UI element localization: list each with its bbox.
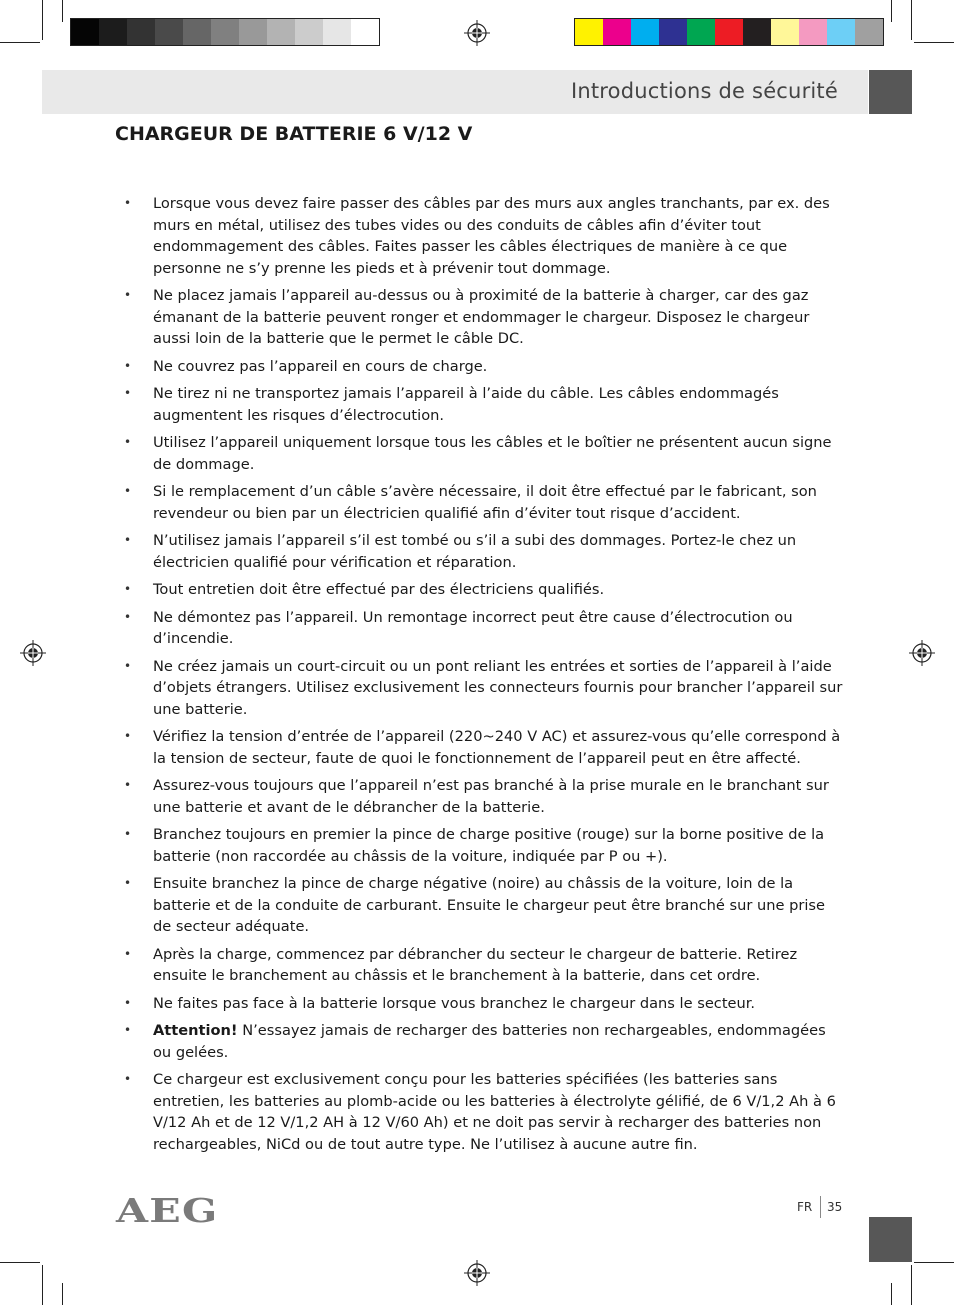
- list-item-text: Ne placez jamais l’appareil au-dessus ou à proximité de la batterie à charger, car des gaz émanant de la batterie peuvent ronger et endommager le chargeur. Disposez le chargeur aussi loin de la batterie que le permet le câble DC.: [153, 287, 810, 347]
- list-item: [118, 530, 846, 573]
- list-item-text: Ne créez jamais un court-circuit ou un pont reliant les entrées et sorties de l’appareil à l’aide d’objets étrangers. Utilisez exclusivement les connecteurs fournis pour brancher l’appareil sur une batterie.: [153, 657, 843, 718]
- list-item-text: Ne couvrez pas l’appareil en cours de charge.: [153, 357, 488, 375]
- side-tab-top: [869, 70, 912, 114]
- language-code: FR: [797, 1200, 813, 1214]
- bullet-icon: •: [124, 946, 132, 961]
- color-swatch: [855, 19, 883, 45]
- list-item: [118, 993, 846, 1015]
- list-item: [118, 356, 846, 378]
- bullet-icon: •: [124, 435, 132, 449]
- aeg-logo: AEG: [116, 1191, 219, 1230]
- bullet-icon: •: [124, 484, 132, 498]
- bullet-icon: •: [124, 582, 132, 596]
- color-swatch: [659, 19, 687, 45]
- color-swatch: [71, 19, 99, 45]
- color-swatch: [183, 19, 211, 45]
- list-item: [118, 944, 846, 987]
- bullet-icon: •: [124, 729, 132, 743]
- color-swatch: [295, 19, 323, 45]
- side-tab-bottom: [869, 1217, 912, 1262]
- color-swatch: [323, 19, 351, 45]
- list-item-text: Ne faites pas face à la batterie lorsque vous branchez le chargeur dans le secteur.: [153, 994, 756, 1012]
- list-item: [118, 432, 846, 475]
- color-swatch: [239, 19, 267, 45]
- list-item: [118, 824, 846, 867]
- bullet-icon: •: [124, 778, 132, 792]
- color-swatch: [99, 19, 127, 45]
- bullet-icon: •: [124, 196, 132, 210]
- list-item-text: Lorsque vous devez faire passer des câbles par des murs aux angles tranchants, par ex. des murs en métal, utilisez des tubes vides ou des conduits de câbles afin d’éviter tout endommagement des câbles. Faites passer les câbles électriques de manière à ce que personne ne s’y prenne les pieds et à prévenir tout dommage.: [153, 195, 830, 277]
- list-item: [118, 383, 846, 426]
- list-item: [118, 775, 846, 818]
- list-item-text: N’essayez jamais de recharger des batteries non rechargeables, endommagées ou gelées.: [153, 1022, 826, 1061]
- color-swatch: [631, 19, 659, 45]
- bullet-icon: •: [124, 1023, 132, 1037]
- bullet-icon: •: [124, 827, 132, 841]
- color-swatch: [715, 19, 743, 45]
- safety-instructions-list: [118, 193, 846, 1161]
- document-title: CHARGEUR DE BATTERIE 6 V/12 V: [115, 123, 473, 145]
- bullet-icon: •: [124, 609, 132, 624]
- list-item: [118, 579, 846, 601]
- registration-target-icon: [464, 1260, 490, 1286]
- list-item-text: Tout entretien doit être effectué par des électriciens qualifiés.: [153, 581, 605, 598]
- list-item: [118, 726, 846, 769]
- list-item: [118, 193, 846, 279]
- bullet-icon: •: [124, 288, 132, 302]
- list-item: [118, 481, 846, 524]
- list-item-text: Ne tirez ni ne transportez jamais l’appareil à l’aide du câble. Les câbles endommagés augmentent les risques d’électrocution.: [153, 385, 779, 424]
- registration-target-icon: [20, 640, 46, 666]
- list-item-text: N’utilisez jamais l’appareil s’il est tombé ou s’il a subi des dommages. Portez-le chez un électricien qualifié pour vérification et réparation.: [153, 532, 797, 571]
- color-swatch: [603, 19, 631, 45]
- registration-target-icon: [464, 20, 490, 46]
- color-swatch: [575, 19, 603, 45]
- bullet-icon: •: [124, 658, 132, 673]
- list-item-text: Utilisez l’appareil uniquement lorsque tous les câbles et le boîtier ne présentent aucun signe de dommage.: [153, 434, 832, 473]
- page-number: 35: [827, 1200, 843, 1214]
- color-swatch: [771, 19, 799, 45]
- list-item: [118, 1020, 846, 1063]
- list-item-text: Ce chargeur est exclusivement conçu pour les batteries spécifiées (les batteries sans entretien, les batteries au plomb-acide ou les batteries à électrolyte gélifié, de 6 V/1,2 Ah à 6 V/12 Ah et de 12 V/1,2 AH à 12 V/60 Ah) et ne doit pas servir à recharger des batteries non rechargeables, NiCd ou de tout autre type. Ne l’utilisez à aucune autre fin.: [153, 1071, 836, 1153]
- list-item: [118, 873, 846, 938]
- grayscale-calibration-bar: [70, 18, 380, 46]
- list-item: [118, 656, 846, 721]
- bullet-icon: •: [124, 995, 132, 1010]
- registration-target-icon: [909, 640, 935, 666]
- emphasis-label: Attention!: [153, 1022, 238, 1039]
- list-item-text: Vérifiez la tension d’entrée de l’appareil (220~240 V AC) et assurez-vous qu’elle correspond à la tension de secteur, faute de quoi le fonctionnement de l’appareil peut en être affecté.: [153, 728, 841, 767]
- list-item-text: Après la charge, commencez par débrancher du secteur le chargeur de batterie. Retirez ensuite le branchement au châssis et le branchement à la batterie, dans cet ordre.: [153, 945, 798, 984]
- footer-divider: [820, 1196, 821, 1218]
- color-swatch: [799, 19, 827, 45]
- list-item-text: Ensuite branchez la pince de charge négative (noire) au châssis de la voiture, loin de la batterie et de la conduite de carburant. Ensuite le chargeur peut être branché sur une prise de secteur adéquate.: [153, 875, 826, 935]
- color-swatch: [267, 19, 295, 45]
- bullet-icon: •: [124, 386, 132, 400]
- bullet-icon: •: [124, 533, 132, 547]
- list-item: [118, 1069, 846, 1155]
- list-item-text: Branchez toujours en premier la pince de charge positive (rouge) sur la borne positive de la batterie (non raccordée au châssis de la voiture, indiquée par P ou +).: [153, 826, 825, 865]
- list-item: [118, 607, 846, 650]
- bullet-icon: •: [124, 1072, 132, 1086]
- color-swatch: [155, 19, 183, 45]
- list-item-text: Ne démontez pas l’appareil. Un remontage incorrect peut être cause d’électrocution ou d’incendie.: [153, 608, 793, 647]
- color-swatch: [687, 19, 715, 45]
- color-calibration-bar: [574, 18, 884, 46]
- list-item: [118, 285, 846, 350]
- bullet-icon: •: [124, 358, 132, 373]
- section-header-title: Introductions de sécurité: [570, 79, 838, 103]
- list-item-text: Assurez-vous toujours que l’appareil n’est pas branché à la prise murale en le branchant sur une batterie et avant de le débrancher de la batterie.: [153, 777, 829, 816]
- color-swatch: [127, 19, 155, 45]
- color-swatch: [211, 19, 239, 45]
- color-swatch: [351, 19, 379, 45]
- list-item-text: Si le remplacement d’un câble s’avère nécessaire, il doit être effectué par le fabricant, son revendeur ou bien par un électricien qualifié afin d’éviter tout risque d’accident.: [153, 483, 817, 522]
- bullet-icon: •: [124, 876, 132, 890]
- color-swatch: [743, 19, 771, 45]
- color-swatch: [827, 19, 855, 45]
